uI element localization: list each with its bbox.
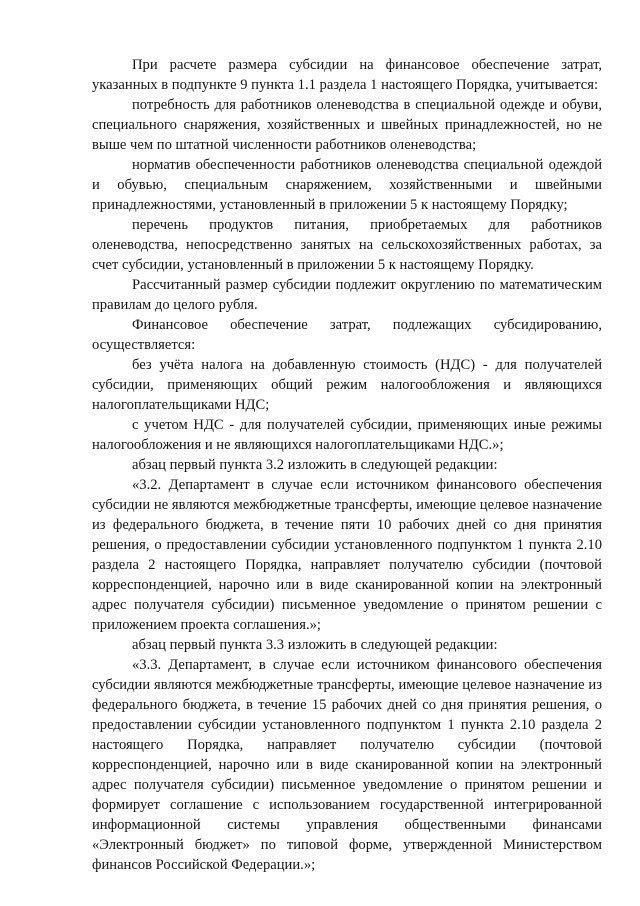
paragraph-without-vat: без учёта налога на добавленную стоимость (НДС) - для получателей субсидии, применяющих общий режим налогообложения и являющихся налогоплательщиками НДС; xyxy=(92,357,602,413)
paragraph-clothing-need: потребность для работников оленеводства в специальной одежде и обуви, специального снаряжения, хозяйственных и швейных принадлежностей, но не выше чем по штатной численности работников оленеводства; xyxy=(92,97,602,153)
paragraph-clause-3-2: «3.2. Департамент в случае если источником финансового обеспечения субсидии не являются межбюджетные трансферты, имеющие целевое назначение из федерального бюджета, в течение пяти 10 рабочих дней со дня принятия решения, о предоставлении субсидии установленного подпунктом 1 пункта 2.10 раздела 2 настоящего Порядка, направляет получателю субсидии (почтовой корреспонденцией, нарочно или в виде сканированной копии на электронный адрес получателя субсидии) письменное уведомление о принятом решении с приложением проекта соглашения.»; xyxy=(92,477,602,633)
paragraph-financing: Финансовое обеспечение затрат, подлежащих субсидированию, осуществляется: xyxy=(92,317,602,353)
paragraph-food-list: перечень продуктов питания, приобретаемых для работников оленеводства, непосредственно занятых на сельскохозяйственных работах, за счет субсидии, установленный в приложении 5 к настоящему Порядку. xyxy=(92,217,602,273)
paragraph-subsidy-calculation: При расчете размера субсидии на финансовое обеспечение затрат, указанных в подпункте 9 пункта 1.1 раздела 1 настоящего Порядка, учитывается: xyxy=(92,57,602,93)
paragraph-clause-3-3: «3.3. Департамент, в случае если источником финансового обеспечения субсидии являются межбюджетные трансферты, имеющие целевое назначение из федерального бюджета, в течение 15 рабочих дней со дня принятия решения, о предоставлении субсидии установленного подпунктом 1 пункта 2.10 раздела 2 настоящего Порядка, направляет получателю субсидии (почтовой корреспонденцией, нарочно или в виде сканированной копии на электронный адрес получателя субсидии) письменное уведомление о принятом решении и формирует соглашение с использованием государственной интегрированной информационной системы управления общественными финансами «Электронный бюджет» по типовой форме, утвержденной Министерством финансов Российской Федерации.»; xyxy=(92,657,602,873)
paragraph-rounding: Рассчитанный размер субсидии подлежит округлению по математическим правилам до целого рубля. xyxy=(92,277,602,313)
paragraph-equipment-norm: норматив обеспеченности работников оленеводства специальной одеждой и обувью, специальным снаряжением, хозяйственными и швейными принадлежностями, установленный в приложении 5 к настоящему Порядку; xyxy=(92,157,602,213)
paragraph-amend-3-3: абзац первый пункта 3.3 изложить в следующей редакции: xyxy=(132,637,498,653)
paragraph-amend-3-2: абзац первый пункта 3.2 изложить в следующей редакции: xyxy=(132,457,498,473)
paragraph-with-vat: с учетом НДС - для получателей субсидии, применяющих иные режимы налогообложения и не являющихся налогоплательщиками НДС.»; xyxy=(92,417,602,453)
